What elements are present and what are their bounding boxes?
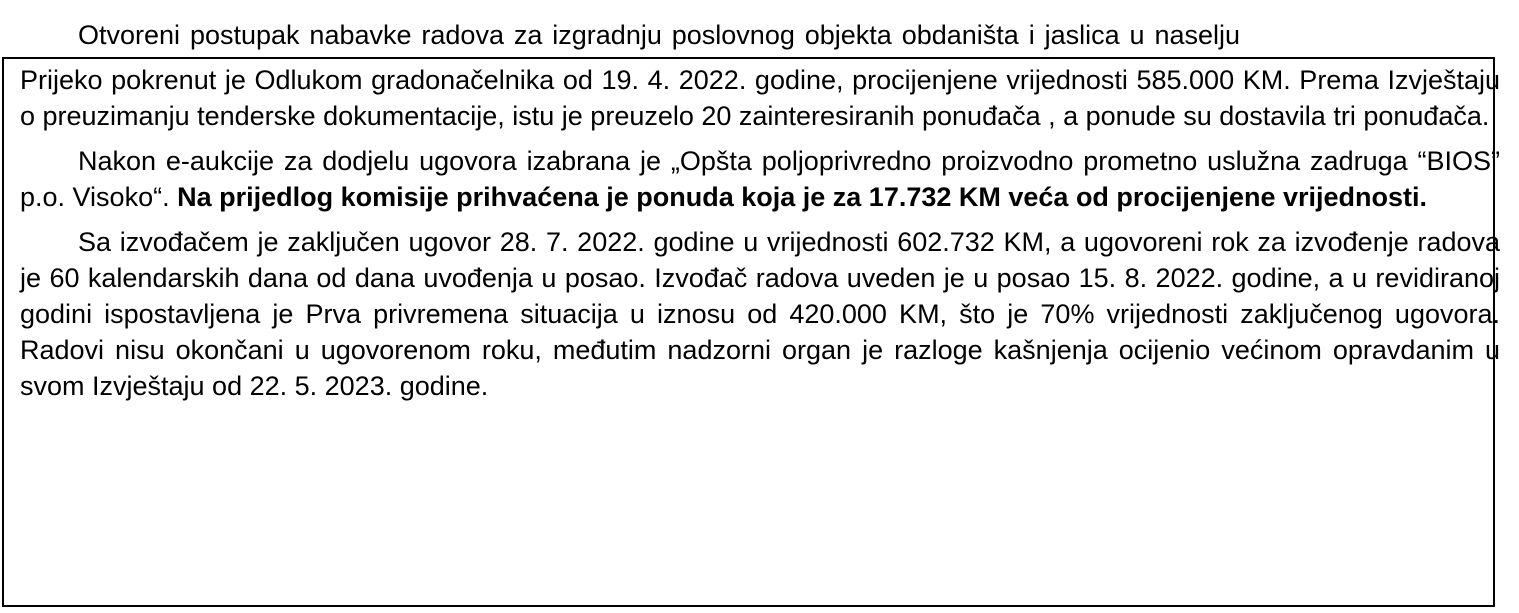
paragraph-1-text: Prijeko pokrenut je Odlukom gradonačelnika od 19. 4. 2022. godine, procijenjene vrijednosti 585.000 KM. Prema Izvještaju o preuzimanju tenderske dokumentacije, istu je preuzelo 20 zainteresiranih ponuđača , a ponude su dostavila tri ponuđača. <box>20 65 1500 131</box>
paragraph-1 <box>20 62 1500 134</box>
boxed-text <box>20 62 1500 413</box>
paragraph-3-text: Sa izvođačem je zaključen ugovor 28. 7. 2022. godine u vrijednosti 602.732 KM, a ugovoreni rok za izvođenje radova je 60 kalendarskih dana od dana uvođenja u posao. Izvođač radova uveden je u posao 15. 8. 2022. godine, a u revidiranoj godini ispostavljena je Prva privremena situacija u iznosu od 420.000 KM, što je 70% vrijednosti zaključenog ugovora. Radovi nisu okončani u ugovorenom roku, međutim nadzorni organ je razloge kašnjenja ocijenio većinom opravdanim u svom Izvještaju od 22. 5. 2023. godine. <box>20 227 1500 401</box>
intro-line: Otvoreni postupak nabavke radova za izgradnju poslovnog objekta obdaništa i jaslica u naselju <box>78 20 1241 50</box>
paragraph-2-bold-text: Na prijedlog komisije prihvaćena je ponuda koja je za 17.732 KM veća od procijenjene vrijednosti. <box>177 182 1428 212</box>
paragraph-2 <box>20 143 1500 215</box>
paragraph-3 <box>20 224 1500 404</box>
paragraph-2-text: Nakon e-aukcije za dodjelu ugovora izabrana je „Opšta poljoprivredno proizvodno prometno uslužna zadruga “BIOS” p.o. Visoko“. <box>20 146 1500 212</box>
